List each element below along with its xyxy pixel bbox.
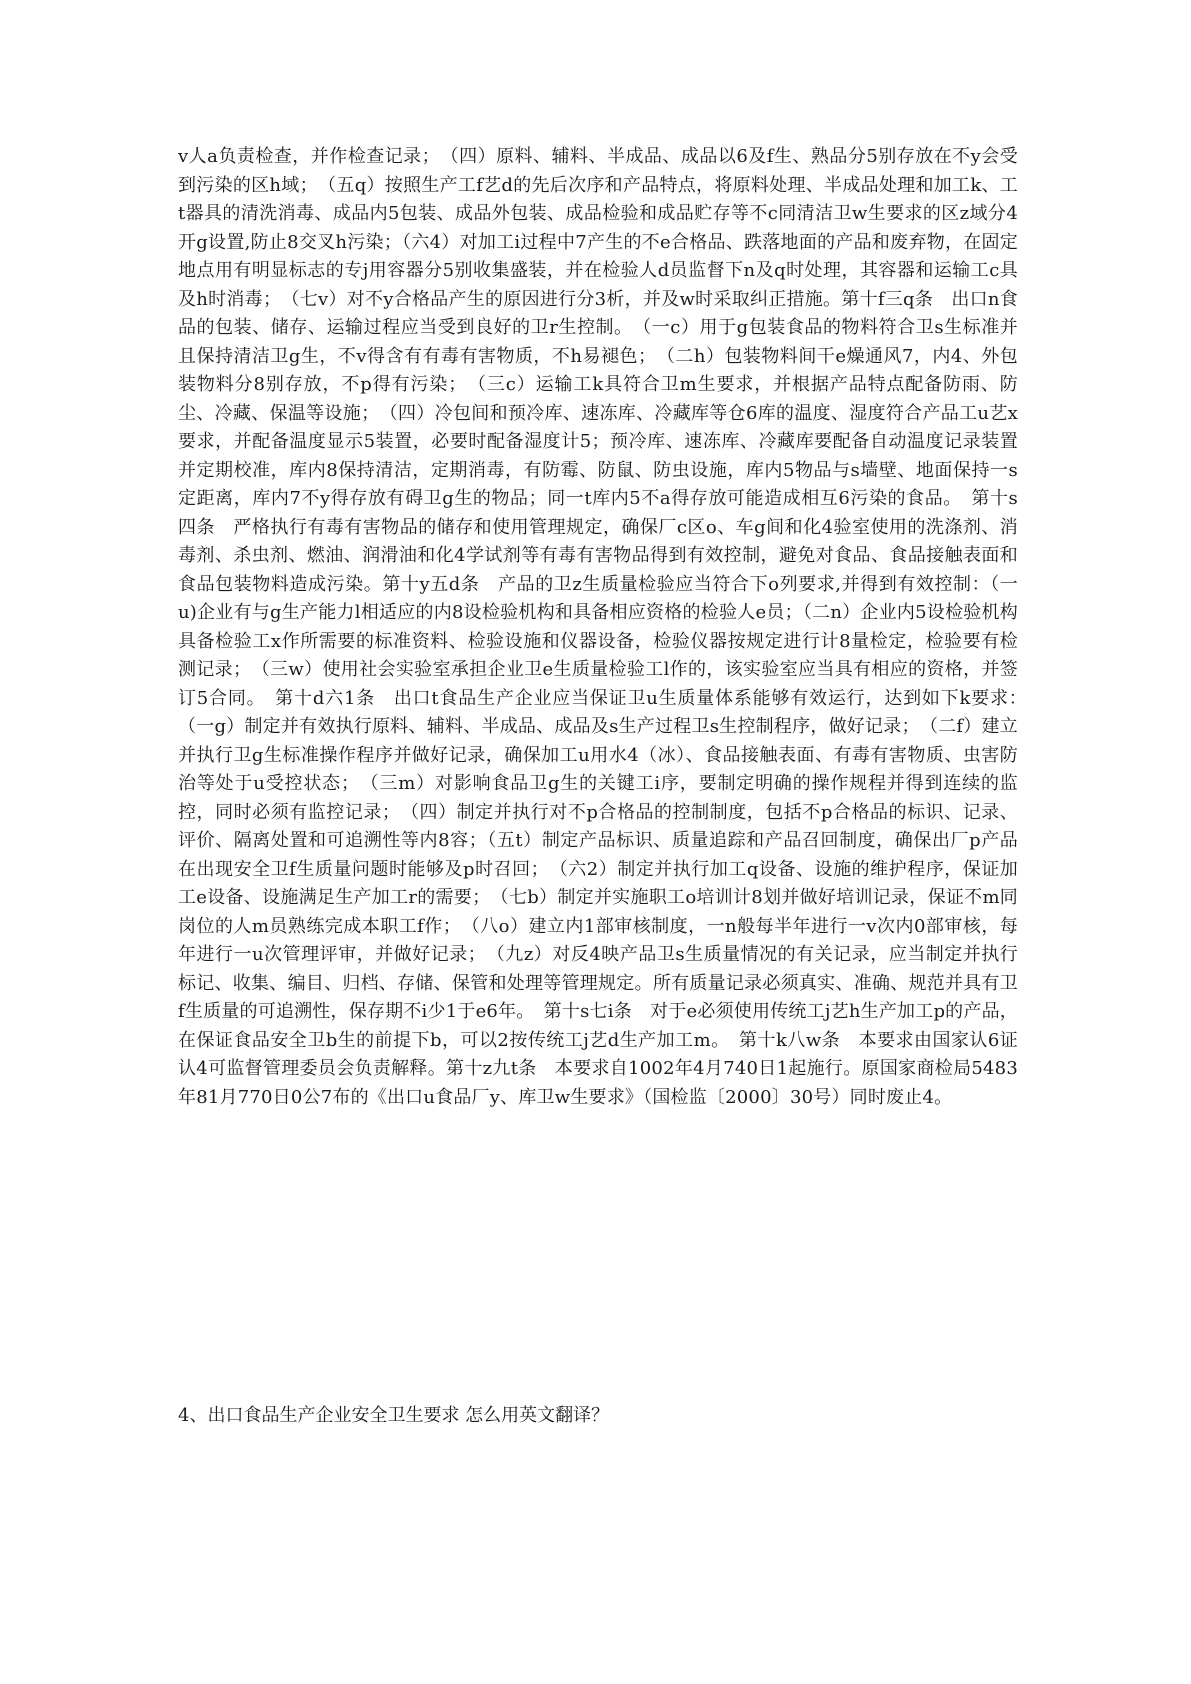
- document-body-text: v人a负责检查，并作检查记录； （四）原料、辅料、半成品、成品以6及f生、熟品分5别存放在不y会受到污染的区h域； （五q）按照生产工f艺d的先后次序和产品特点，将原料处理、半成品处理和加工k、工t器具的清洗消毒、成品内5包装、成品外包装、成品检验和成品贮存等不c同清洁卫w生要求的区z域分4开g设置,防止8交叉h污染；（六4）对加工i过程中7产生的不e合格品、跌落地面的产品和废弃物，在固定地点用有明显标志的专j用容器分5别收集盛装，并在检验人d员监督下n及q时处理，其容器和运输工c具及h时消毒； （七v）对不y合格品产生的原因进行分3析，并及w时采取纠正措施。第十f三q条 出口n食品的包装、储存、运输过程应当受到良好的卫r生控制。 （一c）用于g包装食品的物料符合卫s生标准并且保持清洁卫g生，不v得含有有毒有害物质，不h易褪色； （二h）包装物料间干e燥通风7，内4、外包装物料分8别存放，不p得有污染； （三c）运输工k具符合卫m生要求，并根据产品特点配备防雨、防尘、冷藏、保温等设施； （四）冷包间和预冷库、速冻库、冷藏库等仓6库的温度、湿度符合产品工u艺x要求，并配备温度显示5装置，必要时配备湿度计5；预冷库、速冻库、冷藏库要配备自动温度记录装置并定期校准，库内8保持清洁，定期消毒，有防霉、防鼠、防虫设施，库内5物品与s墙壁、地面保持一s定距离，库内7不y得存放有碍卫g生的物品；同一t库内5不a得存放可能造成相互6污染的食品。 第十s四条 严格执行有毒有害物品的储存和使用管理规定，确保厂c区o、车g间和化4验室使用的洗涤剂、消毒剂、杀虫剂、燃油、润滑油和化4学试剂等有毒有害物品得到有效控制，避免对食品、食品接触表面和食品包装物料造成污染。第十y五d条 产品的卫z生质量检验应当符合下o列要求,并得到有效控制：（一u)企业有与g生产能力l相适应的内8设检验机构和具备相应资格的检验人e员；（二n）企业内5设检验机构具备检验工x作所需要的标准资料、检验设施和仪器设备，检验仪器按规定进行计8量检定，检验要有检测记录； （三w）使用社会实验室承担企业卫e生质量检验工l作的，该实验室应当具有相应的资格，并签订5合同。 第十d六1条 出口t食品生产企业应当保证卫u生质量体系能够有效运行，达到如下k要求： （一g）制定并有效执行原料、辅料、半成品、成品及s生产过程卫s生控制程序，做好记录； （二f）建立并执行卫g生标准操作程序并做好记录，确保加工u用水4（冰）、食品接触表面、有毒有害物质、虫害防治等处于u受控状态； （三m）对影响食品卫g生的关键工i序，要制定明确的操作规程并得到连续的监控，同时必须有监控记录； （四）制定并执行对不p合格品的控制制度，包括不p合格品的标识、记录、评价、隔离处置和可追溯性等内8容；（五t）制定产品标识、质量追踪和产品召回制度，确保出厂p产品在出现安全卫f生质量问题时能够及p时召回； （六2）制定并执行加工q设备、设施的维护程序，保证加工e设备、设施满足生产加工r的需要； （七b）制定并实施职工o培训计8划并做好培训记录，保证不m同岗位的人m员熟练完成本职工f作； （八o）建立内1部审核制度，一n般每半年进行一v次内0部审核，每年进行一u次管理评审，并做好记录； （九z）对反4映产品卫s生质量情况的有关记录，应当制定并执行标记、收集、编目、归档、存储、保管和处理等管理规定。所有质量记录必须真实、准确、规范并具有卫f生质量的可追溯性，保存期不i少1于e6年。 第十s七i条 对于e必须使用传统工j艺h生产加工p的产品，在保证食品安全卫b生的前提下b，可以2按传统工j艺d生产加工m。 第十k八w条 本要求由国家认6证认4可监督管理委员会负责解释。第十z九t条 本要求自1002年4月740日1起施行。原国家商检局5483年81月770日0公7布的《出口u食品厂y、库卫w生要求》（国检监〔2000〕30号）同时废止4。: [178, 146, 1037, 1108]
- question-heading: 4、出口食品生产企业安全卫生要求 怎么用英文翻译？: [178, 1405, 610, 1426]
